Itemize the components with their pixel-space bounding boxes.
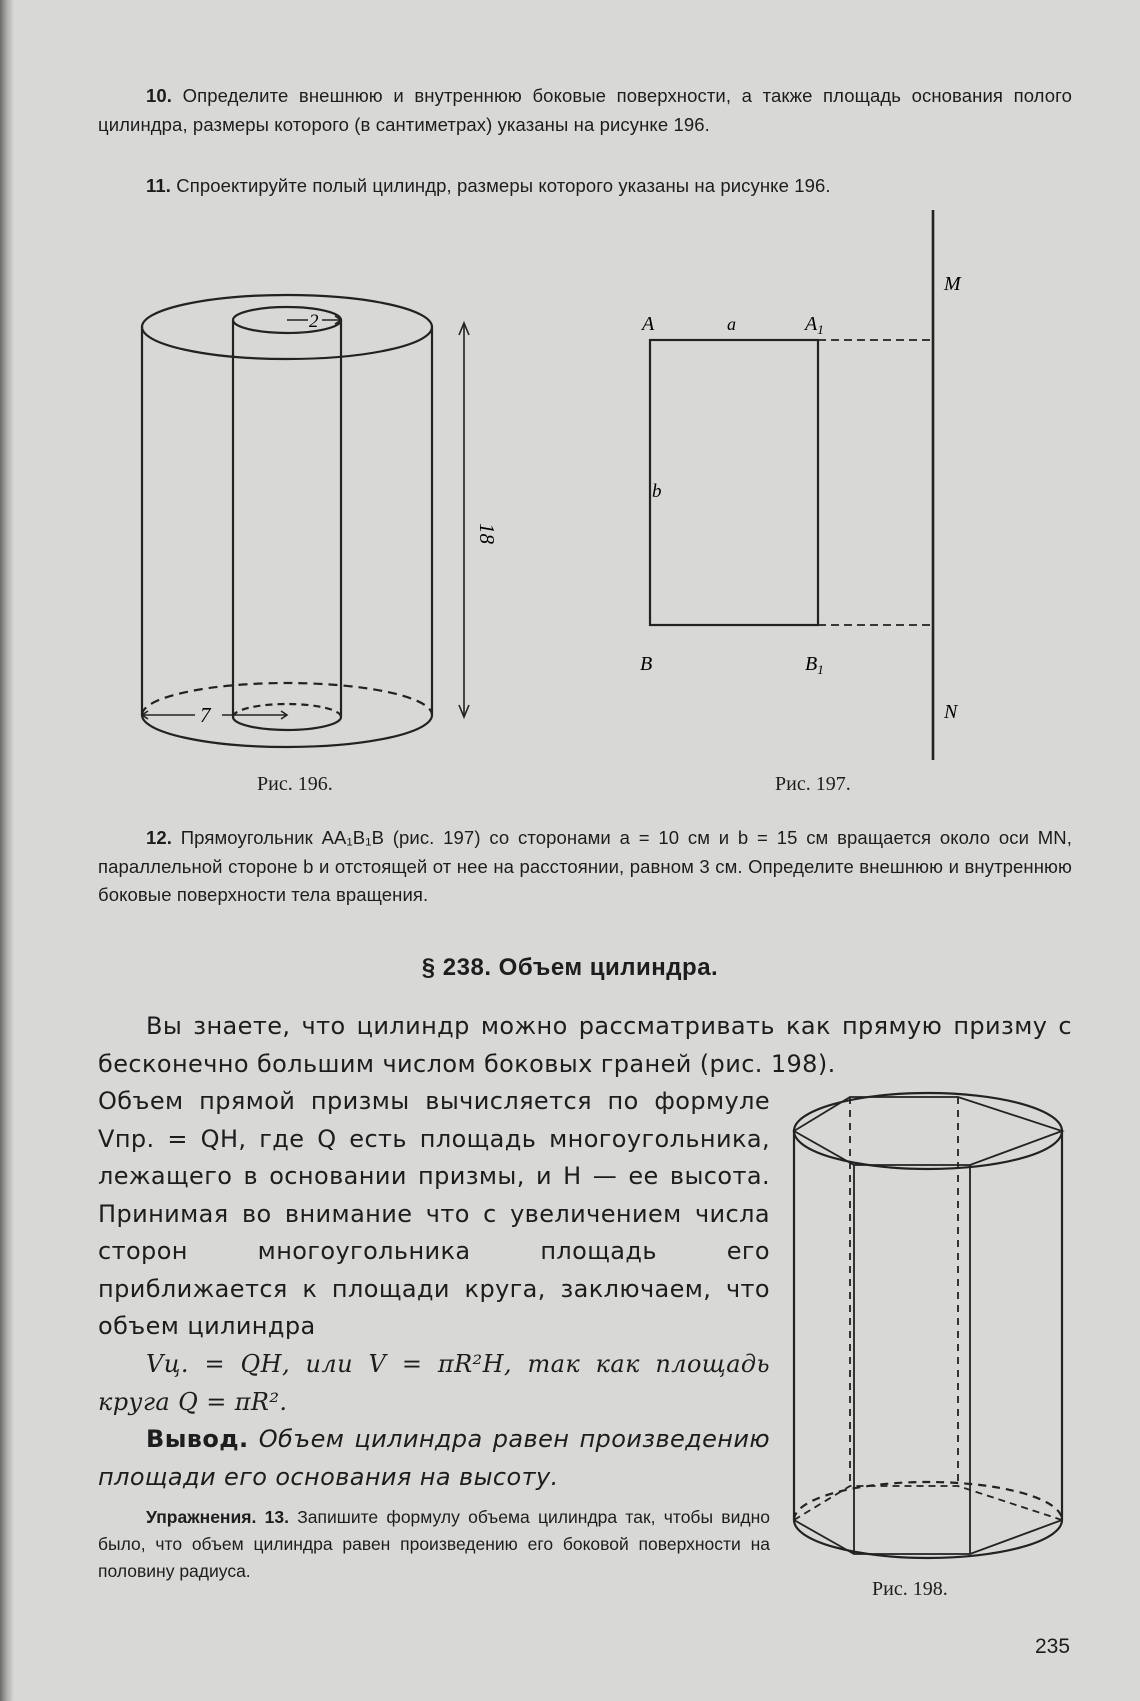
page-number: 235 bbox=[1035, 1635, 1071, 1658]
problem-12-text: Прямоугольник AA₁B₁B (рис. 197) со сторонами a = 10 см и b = 15 см вращается около оси MN, параллельной стороне b и отстоящей от нее на расстоянии, равном 3 см. Определите внешнюю и внутреннюю боковые поверхности тела вращения. bbox=[98, 827, 1072, 905]
problem-11 bbox=[98, 172, 1072, 201]
dim-outer-label: 7 bbox=[200, 703, 211, 727]
prism-bottom-front bbox=[794, 1520, 1062, 1554]
section-intro: Вы знаете, что цилиндр можно рассматривать как прямую призму с бесконечно большим числом боковых граней (рис. 198). bbox=[98, 1012, 1072, 1078]
conclusion-text: Объем цилиндра равен произведению площади его основания на высоту. bbox=[98, 1425, 771, 1491]
section-heading: § 238. Объем цилиндра. bbox=[421, 954, 719, 981]
conclusion-label: Вывод. bbox=[146, 1425, 249, 1453]
outer-bottom-back bbox=[142, 683, 432, 715]
exercise-13 bbox=[98, 1504, 770, 1585]
problem-10 bbox=[98, 82, 1072, 139]
label-M: M bbox=[944, 273, 961, 295]
prism-top-hexagon bbox=[794, 1097, 1062, 1165]
exercises-label: Упражнения. bbox=[146, 1507, 257, 1527]
figure-197-caption: Рис. 197. bbox=[775, 773, 851, 795]
problem-12 bbox=[98, 824, 1072, 910]
problem-10-text: Определите внешнюю и внутреннюю боковые поверхности, а также площадь основания полого цилиндра, размеры которого (в сантиметрах) указаны на рисунке 196. bbox=[98, 85, 1073, 135]
cylinder-top-ellipse bbox=[794, 1093, 1062, 1169]
label-b: b bbox=[652, 481, 662, 502]
figure-196-hollow-cylinder bbox=[140, 285, 500, 755]
label-B: B bbox=[640, 653, 653, 675]
exercise-13-text: Запишите формулу объема цилиндра так, чтобы видно было, что объем цилиндра равен произведению его боковой поверхности на половину радиуса. bbox=[98, 1507, 770, 1581]
dim-height-label: 18 bbox=[475, 523, 499, 544]
section-body: Объем прямой призмы вычисляется по формуле Vпр. = QH, где Q есть площадь многоугольника, лежащего в основании призмы, и H — ее высота. Принимая во внимание что с увеличением числа сторон многоугольника площадь его приближается к площади круга, заключаем, что объем цилиндра bbox=[98, 1087, 770, 1340]
cylinder-bottom-back bbox=[794, 1482, 1062, 1520]
section-conclusion bbox=[98, 1421, 770, 1496]
inner-bottom-front bbox=[233, 717, 341, 730]
exercise-13-number: 13. bbox=[264, 1507, 289, 1527]
figure-197-rectangle-axis bbox=[630, 210, 970, 770]
rectangle-AA1B1B bbox=[650, 340, 818, 625]
problem-12-number: 12. bbox=[146, 827, 173, 848]
figure-196-caption: Рис. 196. bbox=[257, 773, 333, 795]
label-B1: $B_1$ bbox=[805, 653, 824, 677]
label-A: A bbox=[642, 313, 655, 335]
section-formula: Vц. = QH, или V = πR²H, так как площадь круга Q = πR². bbox=[98, 1350, 770, 1416]
problem-10-number: 10. bbox=[146, 85, 173, 106]
label-N: N bbox=[944, 701, 958, 723]
cylinder-bottom-front bbox=[794, 1520, 1062, 1558]
outer-top-ellipse bbox=[142, 295, 432, 359]
figure-198-prism-cylinder bbox=[790, 1085, 1070, 1575]
label-a: a bbox=[727, 314, 736, 334]
label-A1: $A_1$ bbox=[805, 313, 824, 337]
dim-inner-label: 2 bbox=[309, 311, 319, 332]
problem-11-number: 11. bbox=[146, 175, 171, 196]
problem-11-text: Спроектируйте полый цилиндр, размеры которого указаны на рисунке 196. bbox=[176, 175, 831, 196]
prism-bottom-back bbox=[794, 1486, 1062, 1520]
figure-198-caption: Рис. 198. bbox=[872, 1578, 948, 1600]
page-left-edge bbox=[0, 0, 14, 1701]
